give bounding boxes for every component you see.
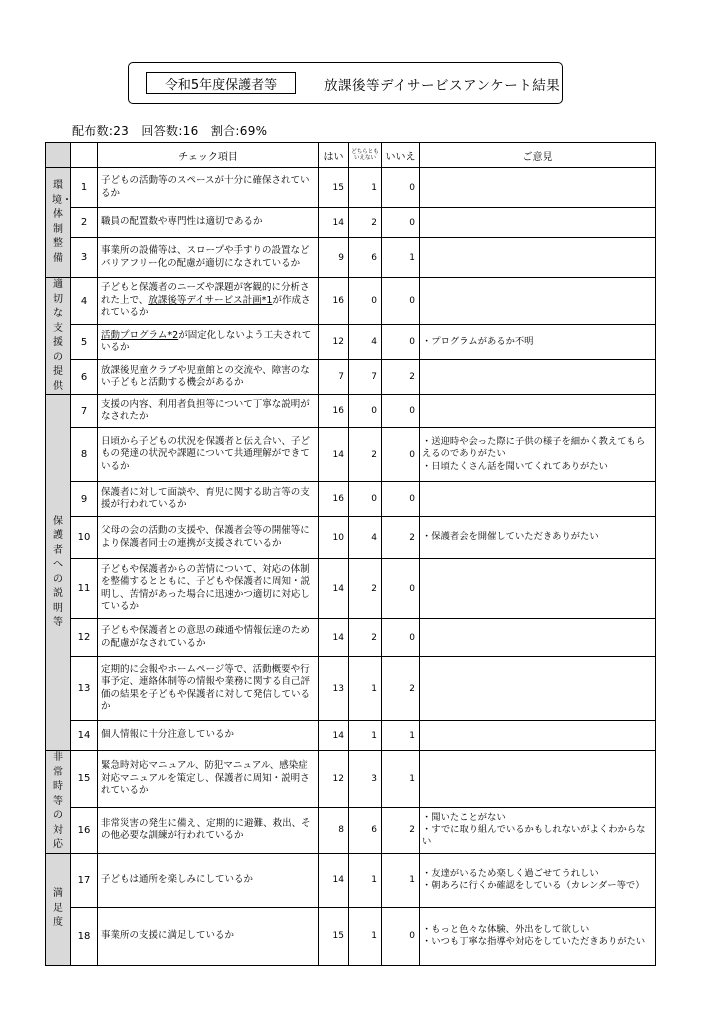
check-item: 保護者に対して面談や、育児に関する助言等の支援が行われているか bbox=[98, 482, 319, 517]
yes-count: 16 bbox=[319, 395, 349, 428]
no-count: 2 bbox=[382, 807, 420, 853]
row-number: 16 bbox=[71, 807, 98, 853]
opinion: ・聞いたことがない ・すでに取り組んでいるかもしれないがよくわからない bbox=[420, 807, 656, 853]
opinion bbox=[420, 657, 656, 721]
row-number: 8 bbox=[71, 428, 98, 482]
check-item: 緊急時対応マニュアル、防犯マニュアル、感染症対応マニュアルを策定し、保護者に周知・説明されているか bbox=[98, 751, 319, 808]
yes-count: 12 bbox=[319, 751, 349, 808]
opinion: ・保護者会を開催していただきありがたい bbox=[420, 517, 656, 559]
neither-count: 0 bbox=[349, 278, 382, 325]
opinion bbox=[420, 482, 656, 517]
check-item: 非常災害の発生に備え、定期的に避難、救出、その他必要な訓練が行われているか bbox=[98, 807, 319, 853]
no-count: 2 bbox=[382, 360, 420, 395]
yes-count: 14 bbox=[319, 721, 349, 751]
row-number: 12 bbox=[71, 619, 98, 657]
table-row bbox=[46, 657, 656, 721]
neither-count: 7 bbox=[349, 360, 382, 395]
no-count: 1 bbox=[382, 751, 420, 808]
row-number: 11 bbox=[71, 559, 98, 619]
row-number: 15 bbox=[71, 751, 98, 808]
yes-count: 15 bbox=[319, 168, 349, 208]
yes-count: 13 bbox=[319, 657, 349, 721]
page-title: 放課後等デイサービスアンケート結果 bbox=[324, 78, 561, 94]
no-count: 2 bbox=[382, 517, 420, 559]
neither-count: 0 bbox=[349, 482, 382, 517]
check-item: 父母の会の活動の支援や、保護者会等の開催等により保護者同士の連携が支援されているか bbox=[98, 517, 319, 559]
opinion: ・プログラムがあるか不明 bbox=[420, 325, 656, 360]
neither-count: 4 bbox=[349, 517, 382, 559]
table-row bbox=[46, 395, 656, 428]
row-number: 13 bbox=[71, 657, 98, 721]
table-header-row bbox=[46, 143, 656, 168]
neither-count: 0 bbox=[349, 395, 382, 428]
table-row bbox=[46, 168, 656, 208]
yes-count: 14 bbox=[319, 428, 349, 482]
table-row bbox=[46, 208, 656, 238]
no-count: 0 bbox=[382, 559, 420, 619]
table-row bbox=[46, 428, 656, 482]
header-item: チェック項目 bbox=[98, 143, 319, 168]
opinion bbox=[420, 395, 656, 428]
opinion: ・もっと色々な体験、外出をして欲しい ・いつも丁寧な指導や対応をしていただきありがたい bbox=[420, 907, 656, 965]
opinion bbox=[420, 619, 656, 657]
row-number: 6 bbox=[71, 360, 98, 395]
neither-count: 1 bbox=[349, 168, 382, 208]
check-item: 個人情報に十分注意しているか bbox=[98, 721, 319, 751]
check-item: 子どもや保護者からの苦情について、対応の体制を整備するとともに、子どもや保護者に周知・説明し、苦情があった場合に迅速かつ適切に対応しているか bbox=[98, 559, 319, 619]
no-count: 1 bbox=[382, 721, 420, 751]
response-summary: 配布数:23 回答数:16 割合:69% bbox=[72, 124, 268, 138]
neither-count: 6 bbox=[349, 238, 382, 278]
title-box bbox=[128, 62, 563, 104]
opinion bbox=[420, 208, 656, 238]
yes-count: 16 bbox=[319, 482, 349, 517]
check-item: 定期的に会報やホームページ等で、活動概要や行事予定、連絡体制等の情報や業務に関する自己評価の結果を子どもや保護者に対して発信しているか bbox=[98, 657, 319, 721]
neither-count: 1 bbox=[349, 657, 382, 721]
table-row bbox=[46, 721, 656, 751]
row-number: 7 bbox=[71, 395, 98, 428]
row-number: 5 bbox=[71, 325, 98, 360]
neither-count: 1 bbox=[349, 721, 382, 751]
opinion bbox=[420, 751, 656, 808]
yes-count: 8 bbox=[319, 807, 349, 853]
no-count: 1 bbox=[382, 238, 420, 278]
header-yes: はい bbox=[319, 143, 349, 168]
row-number: 18 bbox=[71, 907, 98, 965]
check-item: 職員の配置数や専門性は適切であるか bbox=[98, 208, 319, 238]
category-support: 適切な支援の提供 bbox=[46, 278, 71, 395]
header-neither: どちらともいえない bbox=[349, 143, 382, 168]
opinion bbox=[420, 360, 656, 395]
header-no: いいえ bbox=[382, 143, 420, 168]
header-opinion: ご意見 bbox=[420, 143, 656, 168]
no-count: 0 bbox=[382, 907, 420, 965]
opinion bbox=[420, 721, 656, 751]
check-item: 日頃から子どもの状況を保護者と伝え合い、子どもの発達の状況や課題について共通理解ができているか bbox=[98, 428, 319, 482]
check-item: 活動プログラム*2が固定化しないよう工夫されているか bbox=[98, 325, 319, 360]
check-item: 子どもは通所を楽しみにしているか bbox=[98, 853, 319, 907]
check-item: 放課後児童クラブや児童館との交流や、障害のない子どもと活動する機会があるか bbox=[98, 360, 319, 395]
row-number: 17 bbox=[71, 853, 98, 907]
opinion: ・送迎時や会った際に子供の様子を細かく教えてもらえるのでありがたい ・日頃たくさん話を聞いてくれてありがたい bbox=[420, 428, 656, 482]
yes-count: 10 bbox=[319, 517, 349, 559]
neither-count: 1 bbox=[349, 853, 382, 907]
category-emergency: 非常時等の対応 bbox=[46, 751, 71, 854]
table-row bbox=[46, 360, 656, 395]
neither-count: 2 bbox=[349, 619, 382, 657]
table-row bbox=[46, 807, 656, 853]
yes-count: 14 bbox=[319, 208, 349, 238]
table-row bbox=[46, 517, 656, 559]
title-label: 令和5年度保護者等 bbox=[146, 72, 296, 94]
table-row bbox=[46, 619, 656, 657]
yes-count: 7 bbox=[319, 360, 349, 395]
check-item: 支援の内容、利用者負担等について丁寧な説明がなされたか bbox=[98, 395, 319, 428]
no-count: 0 bbox=[382, 278, 420, 325]
check-item: 子どもや保護者との意思の疎通や情報伝達のための配慮がなされているか bbox=[98, 619, 319, 657]
table-row bbox=[46, 559, 656, 619]
table-row bbox=[46, 325, 656, 360]
table-row bbox=[46, 278, 656, 325]
neither-count: 2 bbox=[349, 208, 382, 238]
table-row bbox=[46, 482, 656, 517]
header-category-cell bbox=[46, 143, 71, 168]
table-row bbox=[46, 238, 656, 278]
opinion bbox=[420, 238, 656, 278]
no-count: 0 bbox=[382, 619, 420, 657]
row-number: 10 bbox=[71, 517, 98, 559]
survey-table bbox=[45, 142, 656, 966]
row-number: 4 bbox=[71, 278, 98, 325]
check-item: 子どもの活動等のスペースが十分に確保されているか bbox=[98, 168, 319, 208]
check-item: 事業所の設備等は、スロープや手すりの設置などバリアフリー化の配慮が適切になされているか bbox=[98, 238, 319, 278]
opinion: ・友達がいるため楽しく過ごせてうれしい ・朝あろに行くか確認をしている（カレンダー等で） bbox=[420, 853, 656, 907]
table-row bbox=[46, 853, 656, 907]
header-number-cell bbox=[71, 143, 98, 168]
no-count: 0 bbox=[382, 325, 420, 360]
row-number: 3 bbox=[71, 238, 98, 278]
category-parents: 保護者への説明等 bbox=[46, 395, 71, 751]
no-count: 1 bbox=[382, 853, 420, 907]
yes-count: 12 bbox=[319, 325, 349, 360]
no-count: 0 bbox=[382, 395, 420, 428]
no-count: 0 bbox=[382, 208, 420, 238]
category-environment: 環境・体制整備 bbox=[46, 168, 71, 278]
yes-count: 14 bbox=[319, 853, 349, 907]
row-number: 9 bbox=[71, 482, 98, 517]
yes-count: 9 bbox=[319, 238, 349, 278]
opinion bbox=[420, 559, 656, 619]
table-row bbox=[46, 751, 656, 808]
neither-count: 4 bbox=[349, 325, 382, 360]
row-number: 1 bbox=[71, 168, 98, 208]
neither-count: 2 bbox=[349, 428, 382, 482]
no-count: 2 bbox=[382, 657, 420, 721]
neither-count: 6 bbox=[349, 807, 382, 853]
no-count: 0 bbox=[382, 482, 420, 517]
check-item: 事業所の支援に満足しているか bbox=[98, 907, 319, 965]
category-satisfaction: 満足度 bbox=[46, 853, 71, 965]
table-row bbox=[46, 907, 656, 965]
neither-count: 1 bbox=[349, 907, 382, 965]
yes-count: 15 bbox=[319, 907, 349, 965]
opinion bbox=[420, 168, 656, 208]
yes-count: 14 bbox=[319, 619, 349, 657]
yes-count: 16 bbox=[319, 278, 349, 325]
no-count: 0 bbox=[382, 428, 420, 482]
no-count: 0 bbox=[382, 168, 420, 208]
opinion bbox=[420, 278, 656, 325]
yes-count: 14 bbox=[319, 559, 349, 619]
neither-count: 2 bbox=[349, 559, 382, 619]
neither-count: 3 bbox=[349, 751, 382, 808]
row-number: 2 bbox=[71, 208, 98, 238]
row-number: 14 bbox=[71, 721, 98, 751]
check-item: 子どもと保護者のニーズや課題が客観的に分析された上で、放課後等デイサービス計画*1が作成されているか bbox=[98, 278, 319, 325]
